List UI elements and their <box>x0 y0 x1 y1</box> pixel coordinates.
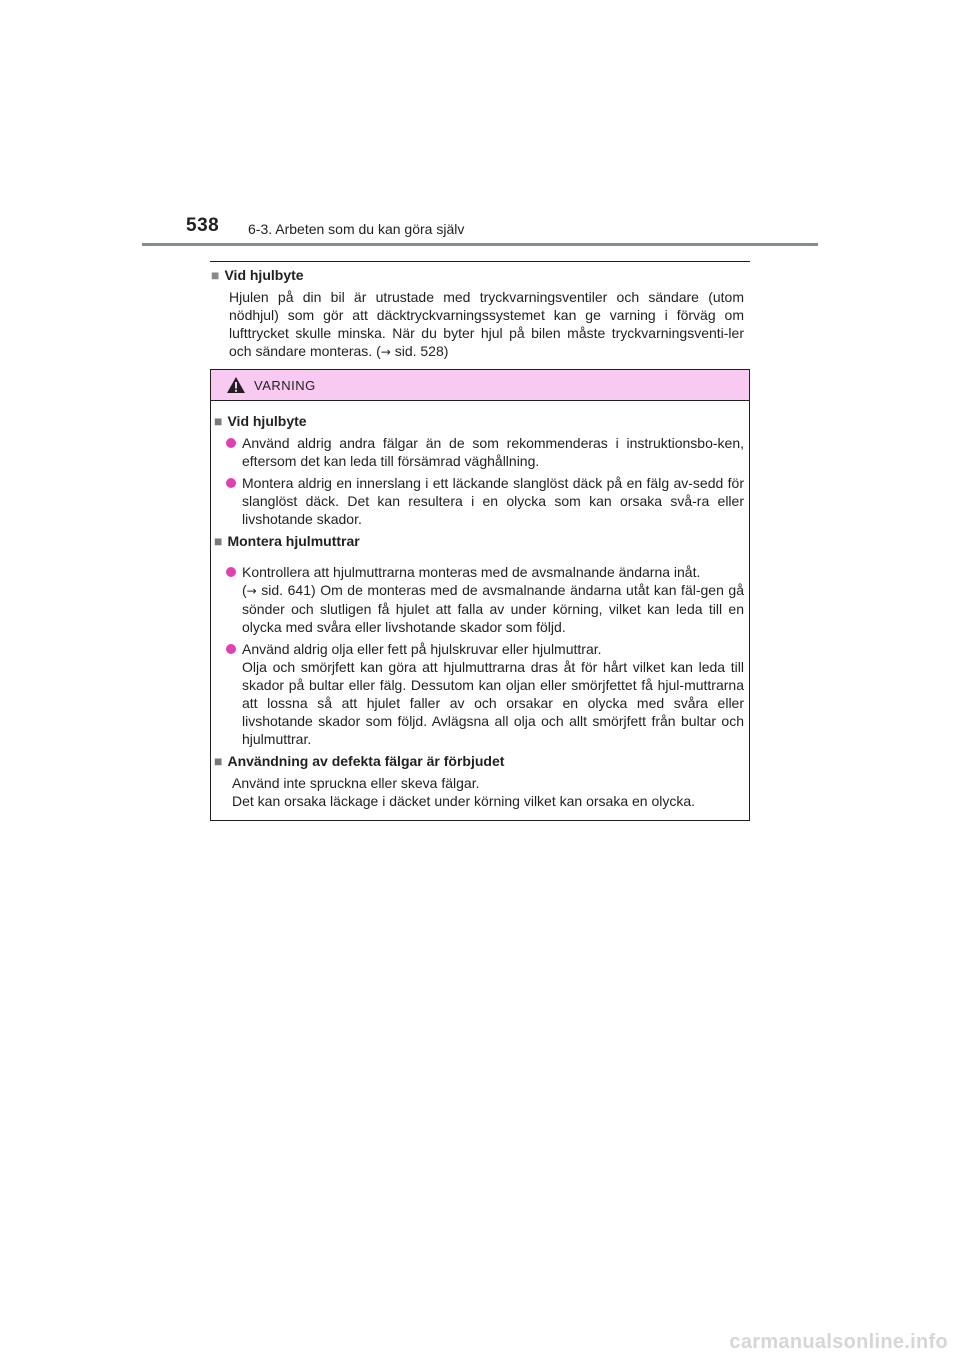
list-item <box>214 434 744 470</box>
header-divider <box>142 243 818 246</box>
square-bullet-icon: ■ <box>214 533 223 549</box>
section-title: 6-3. Arbeten som du kan göra själv <box>248 221 465 237</box>
list-item <box>214 474 744 528</box>
watermark: carmanualsonline.info <box>729 1331 948 1353</box>
list-item-text: Kontrollera att hjulmuttrarna monteras med de avsmalnande ändarna inåt. (→ sid. 641) Om de monteras med de avsmalnande ändarna utåt kan fäl-gen gå sönder och slutligen få hjulet att falla av under körning, vilket kan leda till en olycka med svåra eller livshotande skador som följd. <box>242 564 744 635</box>
intro-paragraph <box>229 288 744 361</box>
intro-text: Hjulen på din bil är utrustade med tryckvarningsventiler och sändare (utom nödhjul) som gör att däcktryckvarningssystemet kan ge varning i förväg om lufttrycket skulle minska. När du byter hjul på bilen måste tryckvarningsventi-ler och sändare monteras. ( <box>229 289 744 359</box>
arrow-icon: → <box>380 345 391 359</box>
list-item-line: Kontrollera att hjulmuttrarna monteras med de avsmalnande ändarna inåt. <box>242 564 701 580</box>
list-item-line: Olja och smörjfett kan göra att hjulmuttrarna dras åt för hårt vilket kan leda till skador på bultar eller fälg. Dessutom kan oljan eller smörjfettet få hjul-muttrarna att lossna så att hjulet faller av och orsakar en olycka med svåra eller livshotande skador som följd. Avlägsna all olja och allt smörjfett från bultar och hjulmuttrar. <box>242 659 744 747</box>
warning-section-heading <box>214 412 744 430</box>
list-item-text <box>242 640 744 748</box>
pink-dot-icon <box>226 644 236 654</box>
square-bullet-icon: ■ <box>214 413 223 429</box>
pink-dot-icon <box>226 478 236 488</box>
list-item-line: Använd aldrig olja eller fett på hjulskruvar eller hjulmuttrar. <box>242 641 602 657</box>
intro-heading-text: Vid hjulbyte <box>224 267 304 283</box>
square-bullet-icon: ■ <box>214 753 223 769</box>
list-item-text: Använd aldrig andra fälgar än de som rekommenderas i instruktionsbo-ken, eftersom det kan leda till försämrad väghållning. <box>242 435 744 469</box>
section-heading-text: Användning av defekta fälgar är förbjudet <box>227 753 505 769</box>
intro-page-reference: sid. 528) <box>390 343 449 359</box>
list-item <box>214 640 744 748</box>
section-heading-text: Montera hjulmuttrar <box>227 533 360 549</box>
warning-header <box>211 370 749 401</box>
warning-section-heading <box>214 532 744 550</box>
arrow-icon: → <box>246 584 257 598</box>
square-bullet-icon: ■ <box>211 267 220 283</box>
warning-triangle-icon <box>226 376 246 394</box>
list-item <box>214 563 744 636</box>
warning-title: VARNING <box>254 378 316 393</box>
intro-heading <box>211 267 304 283</box>
warning-section-heading <box>214 752 744 770</box>
pink-dot-icon <box>226 567 236 577</box>
warning-box <box>210 369 750 821</box>
warning-body <box>211 401 749 810</box>
paragraph-line: Använd inte spruckna eller skeva fälgar. <box>232 775 480 791</box>
list-item-line: sid. 641) Om de monteras med de avsmalnande ändarna utåt kan fäl-gen gå sönder och slutligen få hjulet att falla av under körning, vilket kan leda till en olycka med svåra eller livshotande skador som följd. <box>242 582 744 635</box>
warning-paragraph <box>214 774 744 810</box>
content-divider <box>210 261 750 262</box>
paragraph-line: Det kan orsaka läckage i däcket under körning vilket kan orsaka en olycka. <box>232 793 696 809</box>
page-number: 538 <box>186 215 220 236</box>
page-header <box>0 0 960 250</box>
section-heading-text: Vid hjulbyte <box>227 413 307 429</box>
pink-dot-icon <box>226 438 236 448</box>
list-item-text: Montera aldrig en innerslang i ett läckande slanglöst däck på en fälg av-sedd för slanglöst däck. Det kan resultera i en olycka som kan orsaka svå-ra eller livshotande skador. <box>242 475 744 527</box>
